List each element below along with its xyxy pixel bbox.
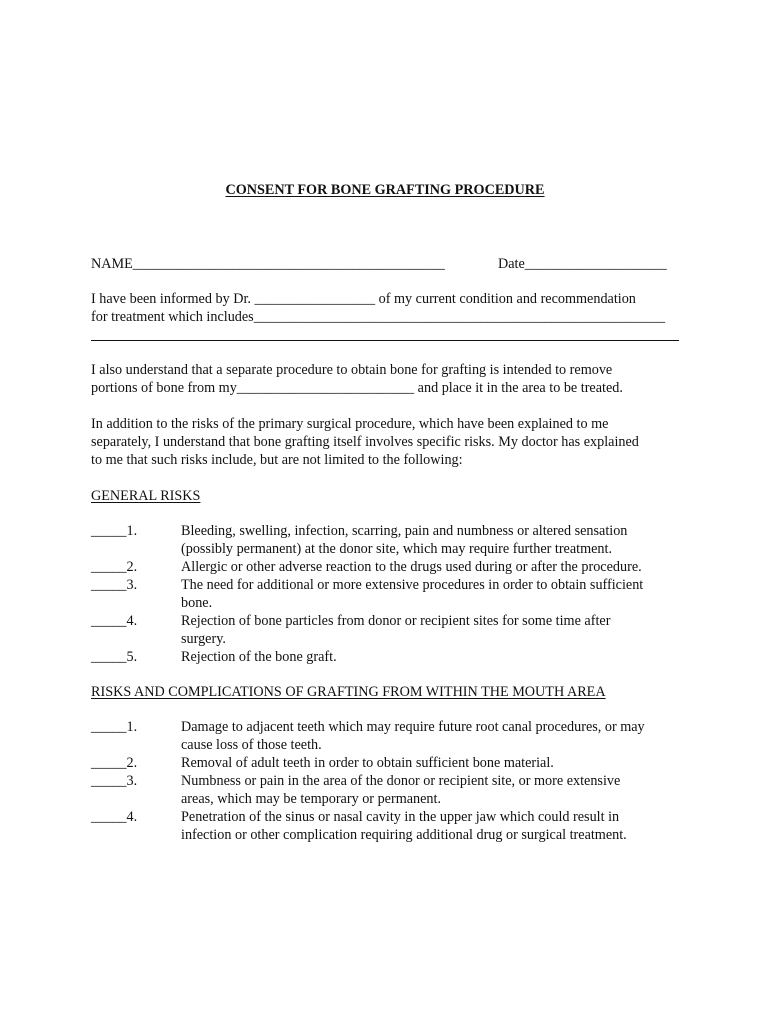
list-item: [91, 558, 691, 576]
initial-field[interactable]: _____2.: [91, 559, 138, 575]
initial-field[interactable]: _____5.: [91, 649, 138, 665]
risk-text-line: Rejection of the bone graft.: [181, 649, 337, 665]
initial-field[interactable]: _____3.: [91, 773, 138, 789]
addition-line-3: to me that such risks include, but are not limited to the following:: [91, 452, 463, 468]
mouth-risks-heading: RISKS AND COMPLICATIONS OF GRAFTING FROM WITHIN THE MOUTH AREA: [91, 684, 606, 700]
risk-text-line: Numbness or pain in the area of the donor or recipient site, or more extensive: [181, 773, 621, 789]
risk-text-line: cause loss of those teeth.: [181, 737, 322, 753]
informed-line-1: I have been informed by Dr. _________________ of my current condition and recommendation: [91, 291, 636, 307]
general-risks-heading: GENERAL RISKS: [91, 488, 201, 504]
date-field[interactable]: Date____________________: [498, 256, 667, 272]
initial-field[interactable]: _____1.: [91, 719, 138, 735]
list-item: [91, 612, 691, 648]
risk-text-line: surgery.: [181, 631, 226, 647]
risk-text-line: (possibly permanent) at the donor site, which may require further treatment.: [181, 541, 613, 557]
list-item: [91, 522, 691, 558]
mouth-risks-list: [91, 718, 691, 844]
risk-text-line: Penetration of the sinus or nasal cavity in the upper jaw which could result in: [181, 809, 620, 825]
initial-field[interactable]: _____2.: [91, 755, 138, 771]
risk-text-line: Rejection of bone particles from donor or recipient sites for some time after: [181, 613, 611, 629]
risk-text-line: bone.: [181, 595, 213, 611]
initial-field[interactable]: _____4.: [91, 809, 138, 825]
risk-text-line: areas, which may be temporary or permanent.: [181, 791, 441, 807]
separate-procedure-line-2: portions of bone from my_________________________ and place it in the area to be treated.: [91, 380, 623, 396]
risk-text-line: Allergic or other adverse reaction to the drugs used during or after the procedure.: [181, 559, 642, 575]
informed-line-2: for treatment which includes__________________________________________________________: [91, 309, 666, 325]
separate-procedure-line-1: I also understand that a separate procedure to obtain bone for grafting is intended to remove: [91, 362, 613, 378]
list-item: [91, 648, 691, 666]
risk-text-line: Damage to adjacent teeth which may require future root canal procedures, or may: [181, 719, 645, 735]
list-item: [91, 576, 691, 612]
risk-text-line: Removal of adult teeth in order to obtain sufficient bone material.: [181, 755, 554, 771]
list-item: [91, 718, 691, 754]
addition-line-1: In addition to the risks of the primary surgical procedure, which have been explained to me: [91, 416, 609, 432]
document-title-text: CONSENT FOR BONE GRAFTING PROCEDURE: [225, 182, 545, 198]
list-item: [91, 808, 691, 844]
initial-field[interactable]: _____4.: [91, 613, 138, 629]
document-title: [0, 181, 770, 199]
risk-text-line: The need for additional or more extensive procedures in order to obtain sufficient: [181, 577, 644, 593]
name-field[interactable]: NAME____________________________________________: [91, 256, 445, 272]
list-item: [91, 754, 691, 772]
risk-text-line: infection or other complication requiring additional drug or surgical treatment.: [181, 827, 627, 843]
addition-line-2: separately, I understand that bone grafting itself involves specific risks. My doctor has explained: [91, 434, 639, 450]
list-item: [91, 772, 691, 808]
general-risks-list: [91, 522, 691, 666]
initial-field[interactable]: _____3.: [91, 577, 138, 593]
initial-field[interactable]: _____1.: [91, 523, 138, 539]
blank-rule-line: [91, 340, 679, 341]
risk-text-line: Bleeding, swelling, infection, scarring, pain and numbness or altered sensation: [181, 523, 628, 539]
